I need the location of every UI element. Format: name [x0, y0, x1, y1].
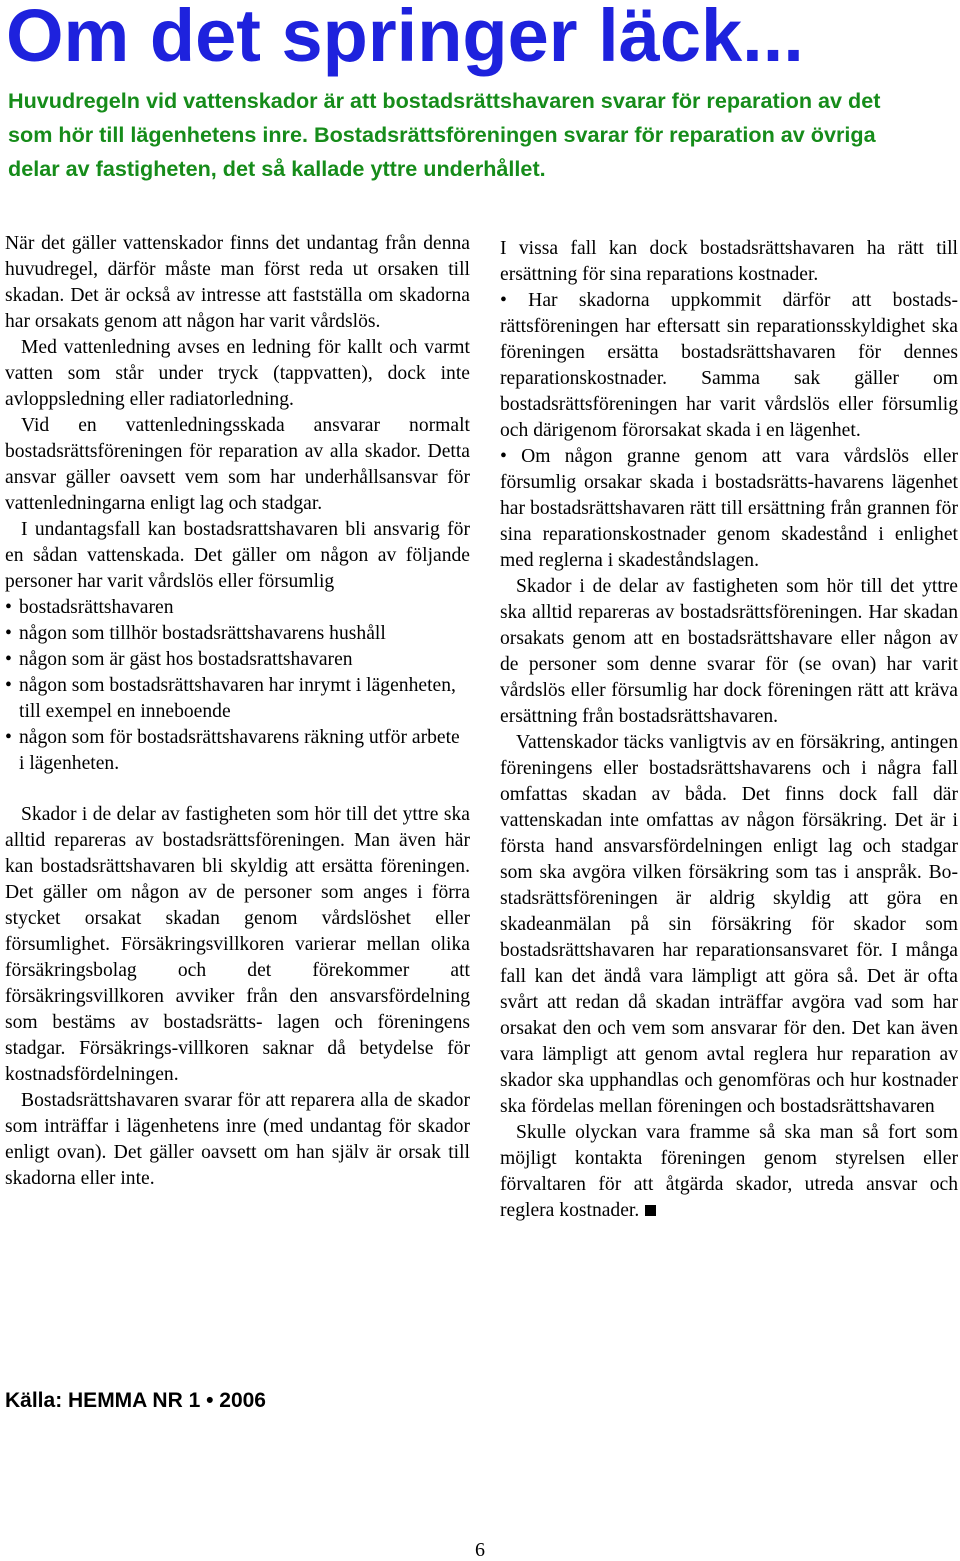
lead-line-3: delar av fastigheten, det så kallade yttre underhållet.	[8, 156, 546, 181]
bullet-icon: •	[5, 623, 12, 644]
list-item: • någon som för bostadsrättshavarens räkning utför arbete i lägenheten.	[5, 727, 460, 774]
left-paragraph-1: När det gäller vattenskador finns det undantag från denna huvudregel, därför måste man först reda ut orsaken till skadan. Det är också av intresse att fastställa om skadorna har orsakats genom att någon har varit vårdslös.	[5, 233, 470, 332]
left-paragraph-3: Vid en vattenledningsskada ansvarar normalt bostadsrättsföreningen för reparation av alla skador. Detta ansvar gäller oavsett vem som har underhållsansvar för vattenledningarna enligt lag och stadgar.	[5, 415, 470, 514]
end-mark-icon	[645, 1205, 656, 1216]
left-paragraph-2: Med vattenledning avses en ledning för kallt och varmt vatten som står under tryck (tappvatten), dock inte avloppsledning eller radiatorledning.	[5, 337, 470, 410]
page-title: Om det springer läck...	[6, 0, 804, 77]
responsible-persons-list	[5, 595, 470, 777]
bullet-icon: •	[5, 727, 12, 748]
lead-paragraph	[8, 84, 953, 186]
list-item: • någon som är gäst hos bostadsrattshavaren	[5, 647, 470, 673]
right-bullet-1: • Har skadorna uppkommit därför att bostadsrättsföreningen har eftersatt sin reparationsskyldighet ska föreningen ersätta bostadsrättshavaren för dennes reparationskostnader. Samma sak gäller om bostadsrättsföreningen har varit vårdslös eller försumlig och därigenom förorsakat skada i en lägenhet.	[500, 290, 958, 441]
right-paragraph-1: I vissa fall kan dock bostadsrättshavaren ha rätt till ersättning för sina reparations kostnader.	[500, 238, 958, 285]
bullet-icon: •	[5, 597, 12, 618]
list-item: • någon som bostadsrättshavaren har inrymt i lägenheten, till exempel en inneboende	[5, 675, 456, 722]
bullet-icon: •	[5, 675, 12, 696]
right-column	[500, 236, 958, 1224]
left-paragraph-4: I undantagsfall kan bostadsrattshavaren bli ansvarig för en sådan vattenskada. Det gäller om någon av följande personer har varit vårdslös eller försumlig	[5, 519, 470, 592]
right-paragraph-2: Skador i de delar av fastigheten som hör till det yttre ska alltid repareras av bostadsrättsföreningen. Har skadan orsakats genom att en bostadsrättshavare eller någon av de personer som denne svarar för (se ovan) har varit vårdslös eller försumlig har dock föreningen rätt att kräva ersättning från bostadsrättshavaren.	[500, 576, 958, 727]
right-paragraph-3: Vattenskador täcks vanligtvis av en försäkring, antingen föreningens eller bostadsrättshavarens och i några fall omfattas skadan av båda. Det finns dock fall där vattenskadan inte omfattas av någon försäkring. Det är i första hand ansvarsfördelningen enligt lag och stadgar som ska avgöra vilken försäkring som tas i anspråk. Bostadsrättsföreningen är aldrig skyldig att göra en skadeanmälan på sin försäkring för skador som bostadsrättshavaren har reparationsansvaret för. I många fall kan det ändå vara lämpligt att göra så. Det är ofta svårt att redan då skadan inträffar avgöra vad som har orsakat den och vem som ansvarar för den. Det kan även vara lämpligt att genom avtal reglera hur reparation av skador ska upphandlas och genomföras och hur kostnader ska fördelas mellan föreningen och bostadsrättshavaren	[500, 732, 958, 1117]
bullet-icon: •	[5, 649, 12, 670]
left-paragraph-6: Bostadsrättshavaren svarar för att reparera alla de skador som inträffar i lägenhetens inre (med undantag för skador enligt ovan). Det gäller oavsett om han själv är orsak till skadorna eller inte.	[5, 1090, 470, 1189]
list-item: • någon som tillhör bostadsrättshavarens hushåll	[5, 621, 470, 647]
page-number: 6	[475, 1539, 485, 1561]
right-bullet-2: • Om någon granne genom att vara vårdslös eller försumlig orsakar skada i bostadsrätts-havarens lägenhet har bostadsrättshavaren rätt till ersättning från grannen för sina reparationskostnader genom skadestånd i enlighet med reglerna i skadeståndslagen.	[500, 446, 958, 571]
source-label: Källa: HEMMA NR 1 • 2006	[5, 1389, 266, 1412]
right-paragraph-4: Skulle olyckan vara framme så ska man så fort som möjligt kontakta föreningen genom styrelsen eller förvaltaren för att åtgärda skador, utreda ansvar och reglera kostnader.	[500, 1122, 958, 1221]
lead-line-1: Huvudregeln vid vattenskador är att bostadsrättshavaren svarar för reparation av det	[8, 88, 881, 113]
list-item: • bostadsrättshavaren	[5, 595, 470, 621]
left-paragraph-5: Skador i de delar av fastigheten som hör till det yttre ska alltid repareras av bostadsrättsföreningen. Man även här kan bostadsrättshavaren bli skyldig att ersätta föreningen. Det gäller om någon av de personer som anges i förra stycket orsakat skadan genom vårdslöshet eller försumlighet. Försäkringsvillkoren varierar mellan olika försäkringsbolag och det förekommer att försäkringsvillkoren avviker från den ansvarsfördelning som bestäms av bostadsrätts- lagen och föreningens stadgar. Försäkrings-villkoren saknar då betydelse för kostnadsfördelningen.	[5, 804, 470, 1085]
left-column	[5, 231, 470, 1192]
lead-line-2: som hör till lägenhetens inre. Bostadsrättsföreningen svarar för reparation av övriga	[8, 122, 876, 147]
